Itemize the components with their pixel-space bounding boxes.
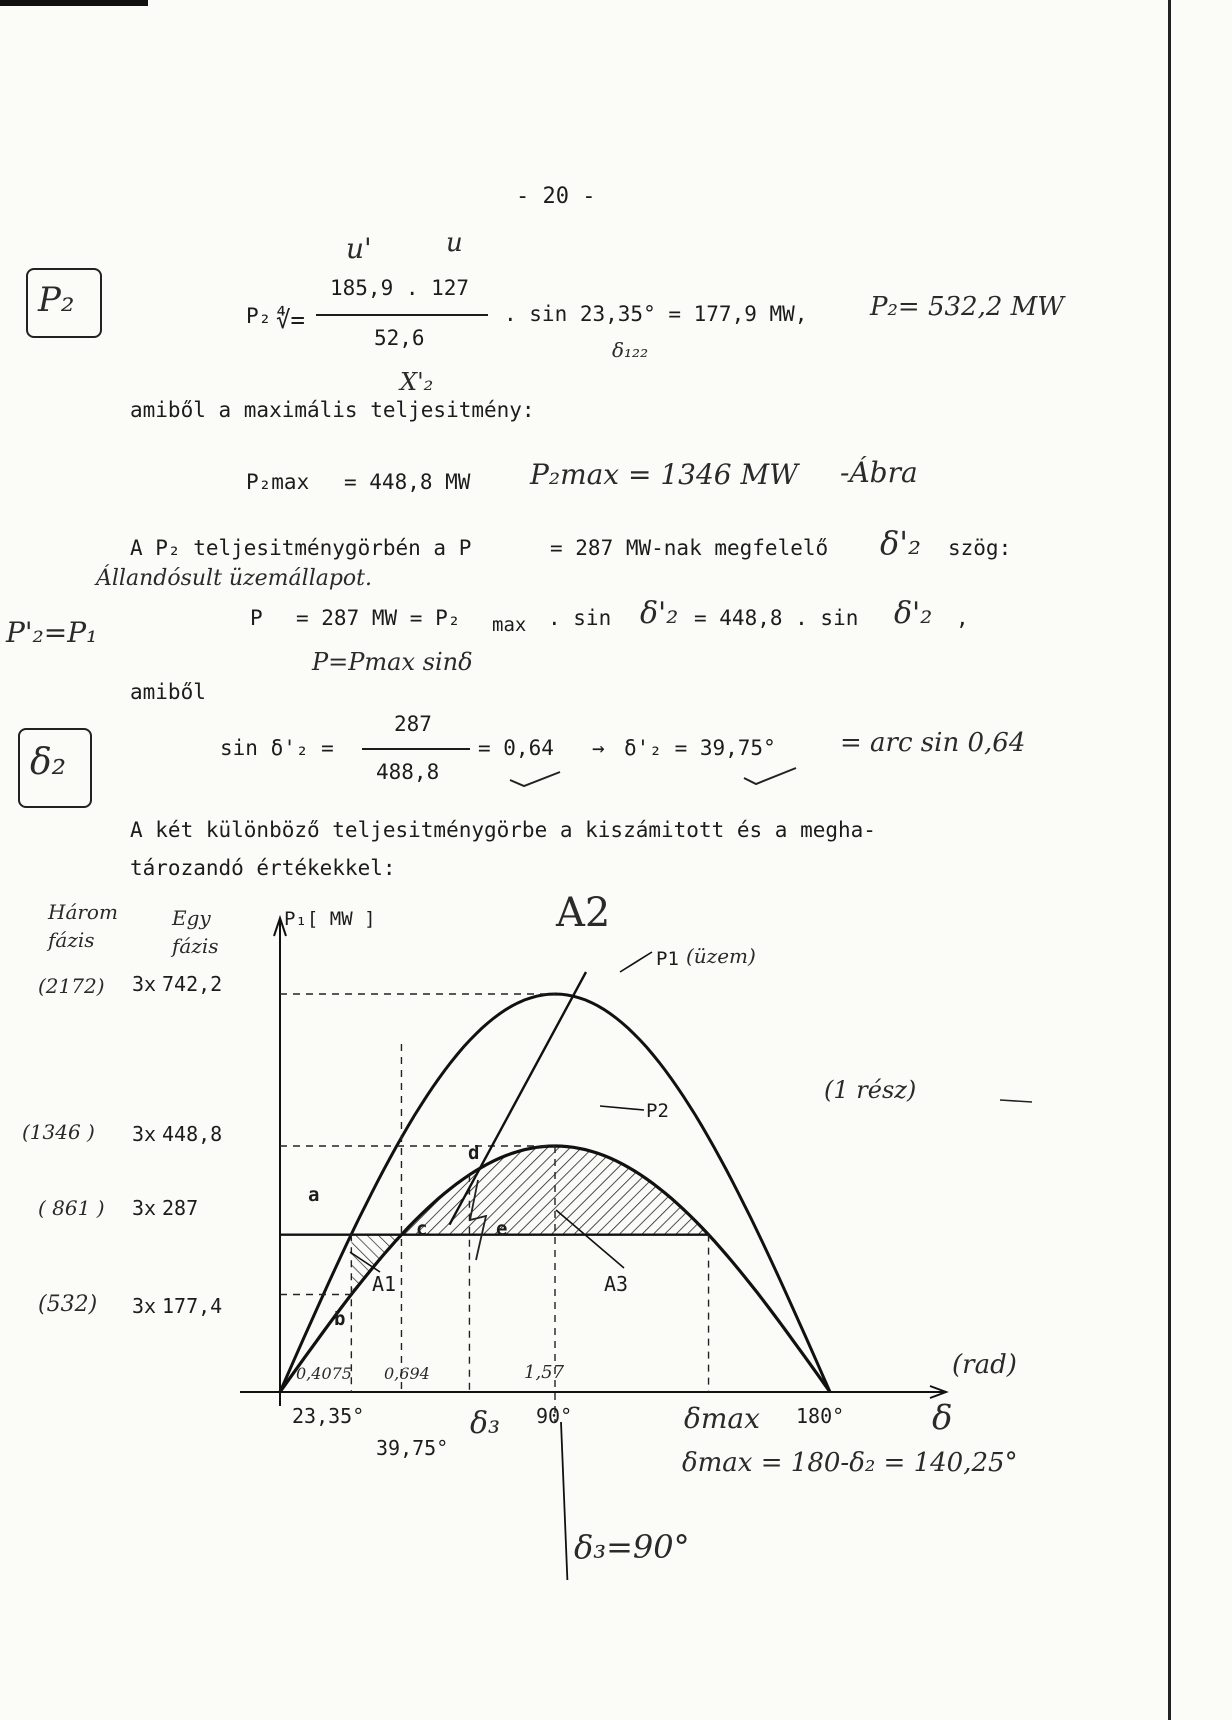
eq4-numerator: 287 xyxy=(394,712,432,736)
eq4-rhs: δ'₂ = 39,75° xyxy=(624,736,776,760)
eq1-denominator: 52,6 xyxy=(374,326,425,350)
hand-delta-sub: δ₁₂₂ xyxy=(612,338,649,362)
eq4-denominator: 488,8 xyxy=(376,760,440,784)
eq3-d: . sin xyxy=(548,606,612,630)
hand-p2prime-eq-p1: P'₂=P₁ xyxy=(6,616,98,649)
eq1-lhs-hand-mark: ∜= xyxy=(276,306,305,334)
leader-p1 xyxy=(620,952,652,972)
text-amibol: amiből xyxy=(130,680,206,704)
hand-col-three-phase: Három fázis xyxy=(48,900,118,952)
boxed-p2: P₂ xyxy=(26,268,102,338)
eq3-b: = 287 MW = P₂ xyxy=(296,606,461,630)
text2-delta: δ'₂ xyxy=(880,524,921,562)
series-p1-label: P1 xyxy=(656,948,679,970)
point-c: c xyxy=(416,1218,428,1240)
boxed-delta2: δ₂ xyxy=(18,728,92,808)
eq3-h: , xyxy=(956,606,969,630)
area-a1: A1 xyxy=(372,1272,397,1296)
hand-x2: X'₂ xyxy=(400,368,434,396)
eq3-g: δ'₂ xyxy=(894,596,933,631)
eq3-hand: P=Pmax sinδ xyxy=(312,648,473,676)
ytick-hand-2: (1346 ) xyxy=(22,1120,95,1144)
hand-delta-max-eq: δmax = 180-δ₂ = 140,25° xyxy=(682,1448,1018,1478)
ytick-value-3: 287 xyxy=(162,1196,199,1220)
area-a2: A2 xyxy=(556,890,611,936)
series-p1-hand: (üzem) xyxy=(686,944,756,968)
eq1-hand-note: P₂= 532,2 MW xyxy=(870,292,1065,322)
leader-p2 xyxy=(600,1106,644,1110)
eq2-lhs: P₂max xyxy=(246,470,310,494)
area-a3: A3 xyxy=(604,1272,629,1296)
hand-u-prime: u' xyxy=(346,232,372,265)
xtick-rad-2: 0,694 xyxy=(384,1364,430,1383)
xtick-delta3: δ₃ xyxy=(470,1406,501,1441)
eq2-rhs: = 448,8 MW xyxy=(344,470,471,494)
point-e: e xyxy=(496,1218,508,1240)
xtick-4: 180° xyxy=(796,1404,845,1428)
point-b: b xyxy=(334,1308,346,1330)
xtick-deltamax: δmax xyxy=(684,1402,760,1435)
ytick-value-4: 177,4 xyxy=(162,1294,223,1318)
x-axis-unit-hand: (rad) xyxy=(952,1350,1017,1380)
xtick-2: 39,75° xyxy=(376,1436,449,1460)
hand-u: u xyxy=(446,228,463,258)
text-maximal-power: amiből a maximális teljesitmény: xyxy=(130,398,535,422)
ytick-value-1: 742,2 xyxy=(162,972,223,996)
eq4-hand: = arc sin 0,64 xyxy=(840,728,1026,758)
xtick-1: 23,35° xyxy=(292,1404,365,1428)
eq4-lhs: sin δ'₂ = xyxy=(220,736,334,760)
eq4-mid: = 0,64 xyxy=(478,736,554,760)
eq3-e: δ'₂ xyxy=(640,596,679,631)
eq1-numerator: 185,9 . 127 xyxy=(330,276,470,300)
page-edge-line xyxy=(1168,0,1171,1720)
xtick-rad-1: 0,4075 xyxy=(296,1364,352,1383)
text4-line2: tározandó értékekkel: xyxy=(130,856,396,880)
hand-dash-right xyxy=(1000,1100,1032,1102)
eq1-lhs: P₂ xyxy=(246,304,272,328)
xtick-3: 90° xyxy=(536,1404,573,1428)
x-axis-label: δ xyxy=(932,1398,953,1438)
point-d: d xyxy=(468,1142,480,1164)
ytick-prefix-1: 3x xyxy=(132,972,157,996)
hand-right-note: (1 rész) xyxy=(824,1076,917,1104)
ytick-hand-3: ( 861 ) xyxy=(38,1196,105,1220)
ytick-hand-4: (532) xyxy=(38,1292,98,1317)
eq4-fraction-bar xyxy=(362,748,470,750)
ytick-value-2: 448,8 xyxy=(162,1122,223,1146)
ytick-hand-1: (2172) xyxy=(38,974,105,998)
hand-steady-state: Állandósult üzemállapot. xyxy=(96,566,373,591)
eq1-fraction-bar xyxy=(316,314,488,316)
eq2-hand-note: P₂max = 1346 MW xyxy=(530,458,798,491)
hand-delta3-eq: δ₃=90° xyxy=(574,1528,690,1566)
ytick-prefix-3: 3x xyxy=(132,1196,157,1220)
ytick-prefix-4: 3x xyxy=(132,1294,157,1318)
series-p2-label: P2 xyxy=(646,1100,669,1122)
text2-a: A P₂ teljesitménygörbén a P xyxy=(130,536,472,560)
eq3-a: P xyxy=(250,606,263,630)
text4-line1: A két különböző teljesitménygörbe a kiszámitott és a megha- xyxy=(130,818,876,842)
hand-check-marks xyxy=(500,760,800,790)
text2-c: szög: xyxy=(948,536,1012,560)
chart-ylabel: P₁[ MW ] xyxy=(284,908,376,930)
eq4-arrow: → xyxy=(592,736,605,760)
eq3-f: = 448,8 . sin xyxy=(694,606,859,630)
eq2-hand-abra: -Ábra xyxy=(840,456,918,489)
scan-edge-bar xyxy=(0,0,148,6)
hand-col-one-phase: Egy fázis xyxy=(172,906,219,958)
point-a: a xyxy=(308,1184,320,1206)
xtick-rad-3: 1,57 xyxy=(524,1362,565,1383)
eq1-rhs: . sin 23,35° = 177,9 MW, xyxy=(504,302,808,326)
hand-delta3-pointer xyxy=(561,1422,569,1580)
eq3-c: max xyxy=(492,614,527,636)
page-number: - 20 - xyxy=(516,184,596,209)
ytick-prefix-2: 3x xyxy=(132,1122,157,1146)
text2-b: = 287 MW-nak megfelelő xyxy=(550,536,829,560)
